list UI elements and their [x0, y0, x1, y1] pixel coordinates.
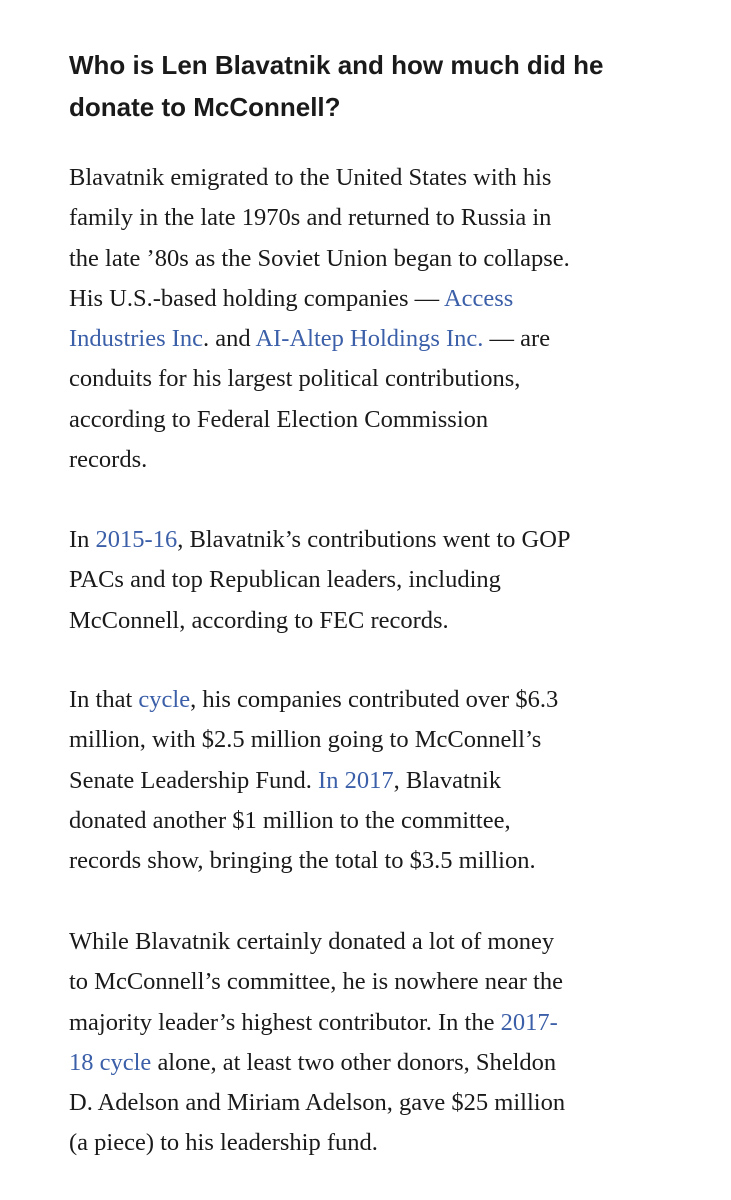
access-industries-link[interactable]: Access	[443, 284, 514, 312]
text-line: PACs and top Republican leaders, including	[69, 566, 501, 594]
access-industries-link-cont[interactable]: Industries Inc	[69, 325, 204, 353]
ai-altep-holdings-link[interactable]: AI-Altep Holdings Inc.	[255, 325, 484, 353]
text-line: Blavatnik emigrated to the United States with his	[69, 164, 552, 191]
2017-18-cycle-link[interactable]: 2017-	[500, 1008, 558, 1036]
2017-18-cycle-link-cont[interactable]: 18 cycle	[69, 1048, 152, 1076]
text-segment: In	[69, 526, 96, 553]
text-line: (a piece) to his leadership fund.	[69, 1129, 378, 1157]
text-line: donated another $1 million to the committee,	[69, 806, 511, 834]
text-line	[69, 680, 709, 720]
text-line: D. Adelson and Miriam Adelson, gave $25 million	[69, 1089, 566, 1117]
text-segment: , Blavatnik	[393, 766, 502, 794]
paragraph-2015-16	[69, 520, 709, 641]
text-line	[69, 520, 709, 560]
2015-16-link[interactable]: 2015-16	[95, 526, 178, 553]
text-line: to McConnell’s committee, he is nowhere near the	[69, 968, 563, 996]
text-line: conduits for his largest political contributions,	[69, 365, 521, 393]
paragraph-emigration	[69, 158, 709, 480]
text-line	[69, 761, 709, 801]
text-line: records.	[69, 446, 148, 474]
text-line	[69, 279, 709, 319]
text-line	[69, 319, 709, 359]
text-segment: — are	[483, 325, 551, 353]
text-segment: . and	[203, 325, 256, 353]
heading-line: Who is Len Blavatnik and how much did he	[69, 50, 604, 80]
text-line	[69, 1003, 709, 1043]
text-line	[69, 1043, 709, 1083]
article-heading	[69, 44, 709, 128]
text-line: While Blavatnik certainly donated a lot of money	[69, 928, 555, 955]
text-segment: , Blavatnik’s contributions went to GOP	[177, 526, 571, 553]
heading-line: donate to McConnell?	[69, 92, 341, 122]
text-line: million, with $2.5 million going to McConnell’s	[69, 726, 542, 754]
text-line: family in the late 1970s and returned to Russia in	[69, 204, 552, 232]
text-segment: Senate Leadership Fund.	[69, 766, 319, 794]
in-2017-link[interactable]: In 2017	[318, 766, 394, 794]
text-line: records show, bringing the total to $3.5 million.	[69, 847, 536, 875]
text-segment: In that	[69, 686, 139, 713]
text-line: the late ’80s as the Soviet Union began to collapse.	[69, 244, 570, 272]
paragraph-cycle	[69, 680, 709, 881]
text-line: according to Federal Election Commission	[69, 405, 489, 433]
cycle-link[interactable]: cycle	[138, 686, 191, 713]
text-segment: alone, at least two other donors, Sheldon	[151, 1048, 557, 1076]
text-line: McConnell, according to FEC records.	[69, 606, 449, 634]
text-segment: , his companies contributed over $6.3	[190, 686, 559, 713]
text-segment: majority leader’s highest contributor. In the	[69, 1008, 501, 1036]
text-segment: His U.S.-based holding companies —	[69, 284, 444, 312]
paragraph-highest-contributor	[69, 922, 709, 1164]
